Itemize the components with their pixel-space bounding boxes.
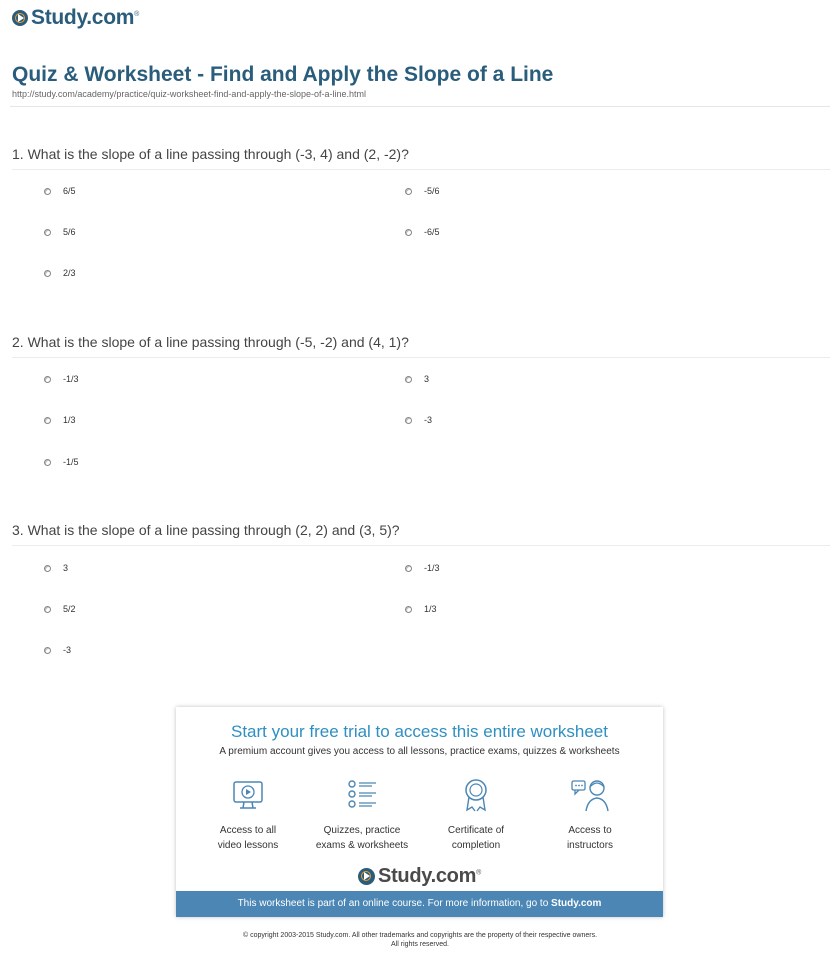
question-1 [12,146,830,170]
promo-info-bar [176,891,663,917]
answer-option[interactable] [44,563,68,573]
question-text: 1. What is the slope of a line passing through (-3, 4) and (2, -2)? [12,146,409,162]
radio-button[interactable] [44,229,51,236]
promo-study-logo[interactable] [176,865,663,888]
question-divider [12,545,830,546]
radio-button[interactable] [405,376,412,383]
feature-label-line2: exams & worksheets [315,840,409,851]
radio-button[interactable] [44,647,51,654]
option-label: 1/3 [424,604,437,614]
feature-label-line1: Access to [568,825,612,836]
feature-label-line2: video lessons [217,840,279,851]
answer-option[interactable] [405,374,429,384]
radio-button[interactable] [44,565,51,572]
option-label: 5/2 [63,604,76,614]
free-trial-promo[interactable] [176,707,663,917]
question-divider [12,357,830,358]
radio-button[interactable] [405,565,412,572]
question-text: 3. What is the slope of a line passing through (2, 2) and (3, 5)? [12,522,400,538]
copyright-line: © copyright 2003-2015 Study.com. All other trademarks and copyrights are the property of their respective owners. [242,932,598,939]
radio-button[interactable] [405,188,412,195]
feature-certificate [421,777,531,853]
question-2 [12,334,830,358]
copyright-footer [0,931,840,949]
radio-button[interactable] [44,417,51,424]
answer-option[interactable] [44,268,76,278]
answer-option[interactable] [405,604,437,614]
feature-quizzes [307,777,417,853]
option-label: 5/6 [63,227,76,237]
radio-button[interactable] [44,270,51,277]
answer-option[interactable] [44,374,79,384]
radio-button[interactable] [44,376,51,383]
logo-trademark: ® [134,11,139,18]
play-logo-icon [12,10,28,26]
feature-video-lessons [193,777,303,853]
promo-headline[interactable]: Start your free trial to access this entire worksheet [231,722,608,741]
option-label: -1/5 [63,457,79,467]
video-lesson-icon [230,777,266,813]
instructor-icon [570,777,610,813]
certificate-icon [458,777,494,813]
promo-logo-text: Study.com [378,865,477,887]
answer-option[interactable] [44,415,76,425]
answer-option[interactable] [44,186,76,196]
promo-bar-text: This worksheet is part of an online course. For more information, go to [237,898,552,909]
play-logo-icon [358,868,375,885]
page-title: Quiz & Worksheet - Find and Apply the Slope of a Line [12,63,554,86]
promo-subhead: A premium account gives you access to all lessons, practice exams, quizzes & worksheets [219,746,620,757]
feature-label-line1: Quizzes, practice [323,825,401,836]
option-label: -3 [424,415,433,425]
question-divider [12,169,830,170]
answer-option[interactable] [405,563,440,573]
quiz-list-icon [344,777,380,813]
option-label: -6/5 [424,227,440,237]
answer-option[interactable] [405,227,440,237]
answer-option[interactable] [405,186,440,196]
study-logo[interactable] [12,6,139,30]
feature-label-line1: Certificate of [447,825,505,836]
question-text: 2. What is the slope of a line passing through (-5, -2) and (4, 1)? [12,334,409,350]
promo-bar-link[interactable]: Study.com [551,898,602,909]
answer-option[interactable] [44,604,76,614]
feature-label-line2: completion [451,840,501,851]
option-label: 3 [63,563,69,573]
option-label: -3 [63,645,72,655]
option-label: -5/6 [424,186,440,196]
option-label: 2/3 [63,268,76,278]
option-label: -1/3 [63,374,79,384]
promo-logo-trademark: ® [476,869,481,877]
title-divider [10,106,830,107]
answer-option[interactable] [44,645,71,655]
promo-features [176,777,663,867]
rights-line: All rights reserved. [391,941,449,948]
answer-option[interactable] [405,415,432,425]
radio-button[interactable] [405,417,412,424]
option-label: 6/5 [63,186,76,196]
answer-option[interactable] [44,227,76,237]
page-url: http://study.com/academy/practice/quiz-worksheet-find-and-apply-the-slope-of-a-line.html [12,89,366,99]
radio-button[interactable] [405,606,412,613]
radio-button[interactable] [44,606,51,613]
radio-button[interactable] [44,188,51,195]
logo-text: Study.com [31,6,135,29]
radio-button[interactable] [405,229,412,236]
radio-button[interactable] [44,459,51,466]
question-3 [12,522,830,546]
option-label: -1/3 [424,563,440,573]
answer-option[interactable] [44,457,79,467]
option-label: 3 [424,374,430,384]
feature-instructors [535,777,645,853]
feature-label-line2: instructors [566,840,614,851]
option-label: 1/3 [63,415,76,425]
feature-label-line1: Access to all [219,825,277,836]
